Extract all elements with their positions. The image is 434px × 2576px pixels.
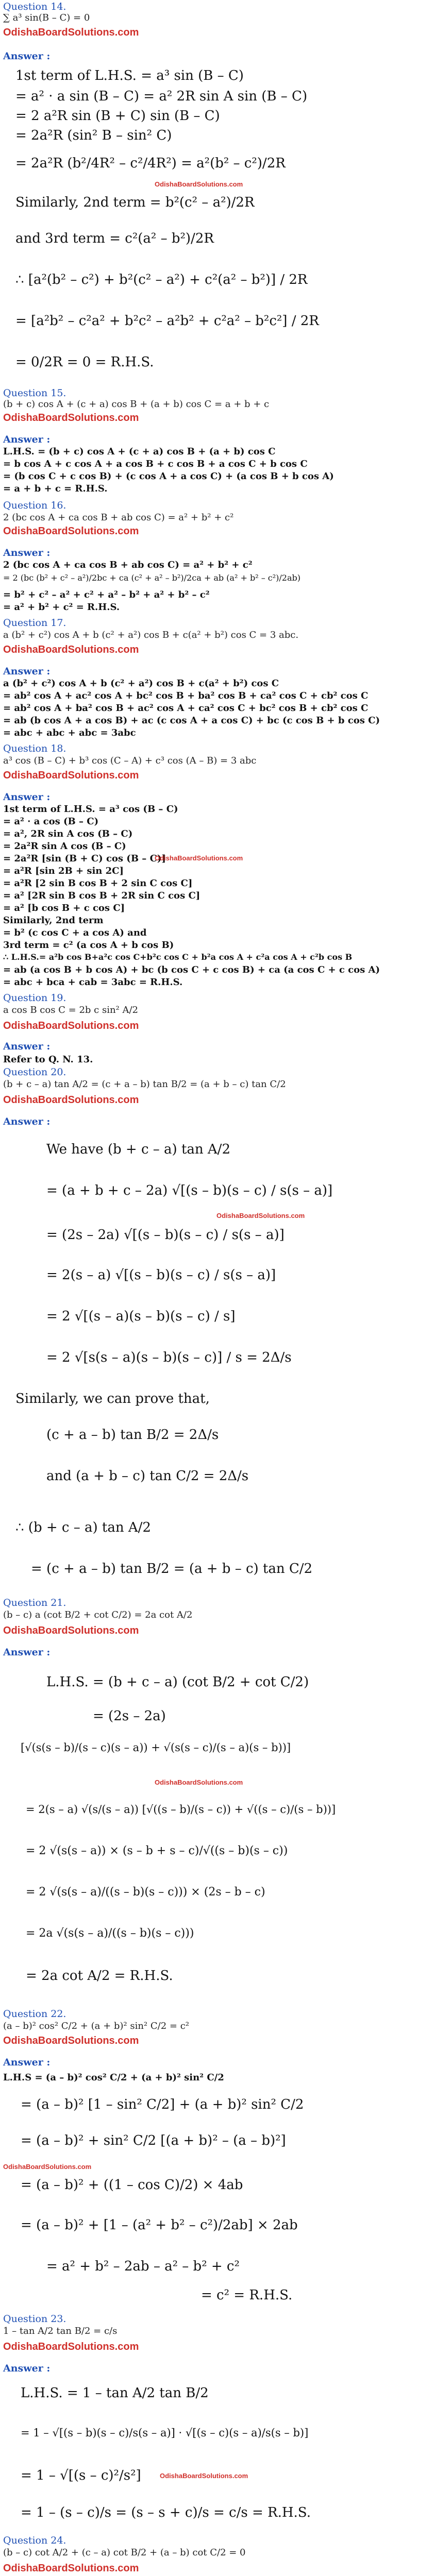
q18-line-4: = 2a²R sin A cos (B – C) [3,841,126,852]
site-name[interactable]: OdishaBoardSolutions.com [3,644,139,655]
q15-line-2: = b cos A + c cos A + a cos B + c cos B + a cos C + b cos C [3,459,308,469]
q18-line-9: = a² [b cos B + c cos C] [3,903,125,913]
q22-line-7: = c² = R.H.S. [201,2287,293,2303]
q22-line-1: L.H.S = (a – b)² cos² C/2 + (a + b)² sin² C/2 [3,2072,224,2083]
q14-line-6: Similarly, 2nd term = b²(c² – a²)/2R [15,195,255,210]
q15-statement: (b + c) cos A + (c + a) cos B + (a + b) cos C = a + b + c [3,399,270,410]
q21-line-4: = 2(s – a) √(s/(s – a)) [√((s – b)/(s – c)) + √((s – c)/(s – b))] [26,1803,336,1816]
q22-line-5: = (a – b)² + [1 – (a² + b² – c²)/2ab] × 2ab [21,2217,298,2233]
q18-title: Question 18. [3,743,66,754]
q21-line-5: = 2 √(s(s – a)) × (s – b + s – c)/√((s – b)(s – c)) [26,1844,288,1857]
q17-line-5: = abc + abc + abc = 3abc [3,727,136,738]
q20-statement: (b + c – a) tan A/2 = (c + a – b) tan B/2 = (a + b – c) tan C/2 [3,1079,286,1090]
answer-label: Answer : [3,50,51,62]
q21-title: Question 21. [3,1597,66,1608]
q18-line-14: = ab (a cos B + b cos A) + bc (b cos C + c cos B) + ca (a cos C + c cos A) [3,964,380,975]
q19-line-1: Refer to Q. N. 13. [3,1054,93,1065]
q22-line-2: = (a – b)² [1 – sin² C/2] + (a + b)² sin² C/2 [21,2097,304,2112]
answer-label: Answer : [3,547,51,558]
q14-statement: ∑ a³ sin(B – C) = 0 [3,12,90,23]
answer-label: Answer : [3,791,51,803]
q14-title: Question 14. [3,1,66,12]
q18-line-8: = a² [2R sin B cos B + 2R sin C cos C] [3,890,201,901]
q21-line-7: = 2a √(s(s – a)/((s – b)(s – c))) [26,1927,194,1940]
q23-line-2: = 1 – √[(s – b)(s – c)/s(s – a)] · √[(s – c)(s – a)/s(s – b)] [21,2427,309,2439]
q23-line-4: = 1 – (s – c)/s = (s – s + c)/s = c/s = R.H.S. [21,2505,311,2520]
q14-line-1: 1st term of L.H.S. = a³ sin (B – C) [15,68,244,83]
site-name[interactable]: OdishaBoardSolutions.com [3,1020,139,1031]
q20-line-10: ∴ (b + c – a) tan A/2 [15,1520,151,1535]
q16-line-3: = b² + c² – a² + c² + a² – b² + a² + b² – c² [3,589,210,600]
q14-line-7: and 3rd term = c²(a² – b²)/2R [15,231,214,246]
q22-title: Question 22. [3,2008,66,2020]
q15-line-3: = (b cos C + c cos B) + (c cos A + a cos C) + (a cos B + b cos A) [3,471,334,482]
q21-line-1: L.H.S. = (b + c – a) (cot B/2 + cot C/2) [46,1674,309,1690]
watermark: OdishaBoardSolutions.com [155,854,243,862]
q20-line-3: = (2s – 2a) √[(s – b)(s – c) / s(s – a)] [46,1227,285,1243]
q18-line-11: = b² (c cos C + a cos A) and [3,927,147,938]
q18-line-6: = a²R [sin 2B + sin 2C] [3,866,124,876]
watermark: OdishaBoardSolutions.com [160,2472,248,2480]
q20-line-1: We have (b + c – a) tan A/2 [46,1142,230,1157]
q17-line-2: = ab² cos A + ac² cos A + bc² cos B + ba² cos B + ca² cos C + cb² cos C [3,690,369,701]
q15-line-4: = a + b + c = R.H.S. [3,483,108,494]
q21-line-2: = (2s – 2a) [93,1708,166,1724]
answer-label: Answer : [3,2057,51,2068]
q23-line-3: = 1 – √[(s – c)²/s²] [21,2468,141,2483]
q21-statement: (b – c) a (cot B/2 + cot C/2) = 2a cot A/2 [3,1609,193,1620]
q20-line-8: (c + a – b) tan B/2 = 2Δ/s [46,1427,219,1443]
q17-line-3: = ab² cos A + ba² cos B + ac² cos A + ca² cos C + bc² cos B + cb² cos C [3,703,369,714]
q20-line-2: = (a + b + c – 2a) √[(s – b)(s – c) / s(s – a)] [46,1183,333,1198]
q18-line-7: = a²R [2 sin B cos B + 2 sin C cos C] [3,878,193,889]
answer-label: Answer : [3,1116,51,1127]
watermark: OdishaBoardSolutions.com [3,2163,92,2171]
answer-label: Answer : [3,666,51,677]
q16-line-1: 2 (bc cos A + ca cos B + ab cos C) = a² + b² + c² [3,560,253,570]
q19-statement: a cos B cos C = 2b c sin² A/2 [3,1005,138,1015]
q20-line-11: = (c + a – b) tan B/2 = (a + b – c) tan C/2 [31,1561,313,1577]
q18-line-1: 1st term of L.H.S. = a³ cos (B – C) [3,804,178,815]
q22-line-4: = (a – b)² + ((1 – cos C)/2) × 4ab [21,2177,243,2193]
q14-line-4: = 2a²R (sin² B – sin² C) [15,128,172,143]
site-name[interactable]: OdishaBoardSolutions.com [3,2341,139,2352]
site-name[interactable]: OdishaBoardSolutions.com [3,27,139,38]
q22-line-6: = a² + b² – 2ab – a² – b² + c² [46,2259,240,2274]
q20-line-5: = 2 √[(s – a)(s – b)(s – c) / s] [46,1309,236,1324]
q18-line-2: = a² · a cos (B – C) [3,816,99,827]
q16-title: Question 16. [3,500,66,511]
answer-label: Answer : [3,1647,51,1658]
answer-label: Answer : [3,2363,51,2374]
watermark: OdishaBoardSolutions.com [155,180,243,188]
q15-title: Question 15. [3,387,66,399]
q21-line-8: = 2a cot A/2 = R.H.S. [26,1968,173,1984]
q20-line-6: = 2 √[s(s – a)(s – b)(s – c)] / s = 2Δ/s [46,1350,292,1365]
q21-line-3: [√(s(s – b)/(s – c)(s – a)) + √(s(s – c)/(s – a)(s – b))] [21,1741,291,1754]
q14-line-8: ∴ [a²(b² – c²) + b²(c² – a²) + c²(a² – b²)] / 2R [15,272,308,287]
answer-label: Answer : [3,1041,51,1052]
q17-line-4: = ab (b cos A + a cos B) + ac (c cos A + a cos C) + bc (c cos B + b cos C) [3,715,380,726]
q16-line-4: = a² + b² + c² = R.H.S. [3,602,120,613]
site-name[interactable]: OdishaBoardSolutions.com [3,2563,139,2574]
q14-line-3: = 2 a²R sin (B + C) sin (B – C) [15,108,220,124]
watermark: OdishaBoardSolutions.com [155,1778,243,1786]
q23-title: Question 23. [3,2313,66,2325]
q14-line-5: = 2a²R (b²/4R² – c²/4R²) = a²(b² – c²)/2R [15,156,286,171]
q18-line-3: = a², 2R sin A cos (B – C) [3,828,133,839]
site-name[interactable]: OdishaBoardSolutions.com [3,526,139,537]
answer-label: Answer : [3,434,51,445]
site-name[interactable]: OdishaBoardSolutions.com [3,1094,139,1106]
q18-line-13: ∴ L.H.S.= a²b cos B+a²c cos C+b²c cos C + b²a cos A + c²a cos A + c²b cos B [3,952,353,962]
q17-title: Question 17. [3,617,66,629]
q18-line-12: 3rd term = c² (a cos A + b cos B) [3,940,174,951]
site-name[interactable]: OdishaBoardSolutions.com [3,2035,139,2046]
q20-line-9: and (a + b – c) tan C/2 = 2Δ/s [46,1468,249,1484]
q17-line-1: a (b² + c²) cos A + b (c² + a²) cos B + c(a² + b²) cos C [3,678,279,689]
site-name[interactable]: OdishaBoardSolutions.com [3,1625,139,1636]
site-name[interactable]: OdishaBoardSolutions.com [3,770,139,781]
q15-line-1: L.H.S. = (b + c) cos A + (c + a) cos B + (a + b) cos C [3,446,276,457]
q18-line-15: = abc + bca + cab = 3abc = R.H.S. [3,977,183,988]
q14-line-9: = [a²b² – c²a² + b²c² – a²b² + c²a² – b²c²] / 2R [15,313,319,329]
q19-title: Question 19. [3,992,66,1004]
q24-title: Question 24. [3,2535,66,2546]
q17-statement: a (b² + c²) cos A + b (c² + a²) cos B + c(a² + b²) cos C = 3 abc. [3,630,299,640]
q18-line-5: = 2a²R [sin (B + C) cos (B – C)] [3,853,166,864]
q24-statement: (b – c) cot A/2 + (c – a) cot B/2 + (a – b) cot C/2 = 0 [3,2547,246,2558]
q22-line-3: = (a – b)² + sin² C/2 [(a + b)² – (a – b)²] [21,2133,286,2148]
q14-line-2: = a² · a sin (B – C) = a² 2R sin A sin (B – C) [15,89,308,104]
q18-statement: a³ cos (B – C) + b³ cos (C – A) + c³ cos (A – B) = 3 abc [3,755,257,766]
q16-statement: 2 (bc cos A + ca cos B + ab cos C) = a² + b² + c² [3,512,234,523]
q23-line-1: L.H.S. = 1 – tan A/2 tan B/2 [21,2385,209,2401]
site-name[interactable]: OdishaBoardSolutions.com [3,412,139,423]
watermark: OdishaBoardSolutions.com [216,1212,305,1219]
q14-line-10: = 0/2R = 0 = R.H.S. [15,354,154,370]
q20-title: Question 20. [3,1066,66,1078]
q21-line-6: = 2 √(s(s – a)/((s – b)(s – c))) × (2s – b – c) [26,1886,265,1899]
q22-statement: (a – b)² cos² C/2 + (a + b)² sin² C/2 = c² [3,2021,189,2031]
q18-line-10: Similarly, 2nd term [3,915,104,926]
q20-line-4: = 2(s – a) √[(s – b)(s – c) / s(s – a)] [46,1267,276,1283]
q16-line-2: = 2 (bc (b² + c² – a²)/2bc + ca (c² + a² – b²)/2ca + ab (a² + b² – c²)/2ab) [3,573,301,583]
q20-line-7: Similarly, we can prove that, [15,1391,210,1406]
q23-statement: 1 – tan A/2 tan B/2 = c/s [3,2326,118,2336]
